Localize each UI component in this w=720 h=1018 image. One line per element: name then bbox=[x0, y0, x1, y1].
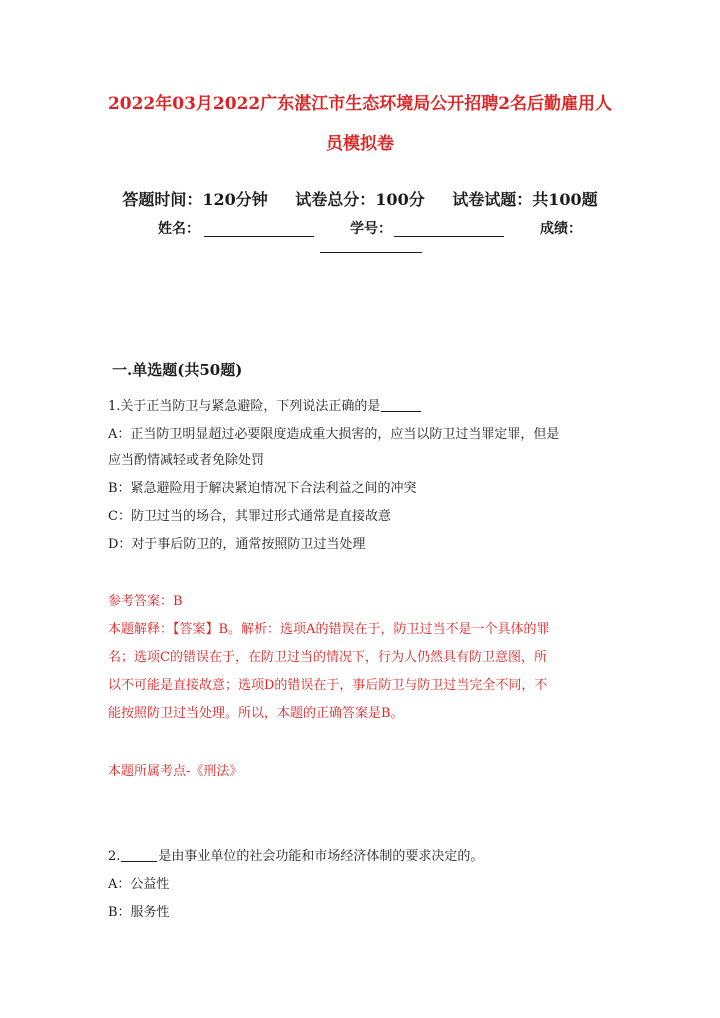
question-2-number: 2. bbox=[108, 849, 121, 864]
question-1-stem bbox=[108, 398, 422, 416]
q1-topic: 本题所属考点-《刑法》 bbox=[108, 764, 243, 779]
score-label: 成绩： bbox=[540, 221, 582, 237]
q1-explanation-line1: 本题解释：【答案】B。解析：选项A的错误在于，防卫过当不是一个具体的罪 bbox=[108, 622, 550, 637]
total-score: 试卷总分：100分 bbox=[295, 190, 425, 209]
id-blank bbox=[394, 236, 504, 237]
q2-option-b: B：服务性 bbox=[108, 905, 170, 920]
question-2-stem bbox=[108, 848, 483, 866]
q1-option-b: B：紧急避险用于解决紧迫情况下合法利益之间的冲突 bbox=[108, 481, 417, 496]
id-label: 学号： bbox=[350, 221, 392, 237]
section-title: 一.单选题(共50题) bbox=[112, 361, 243, 379]
exam-title-line1: 2022年03月2022广东湛江市生态环境局公开招聘2名后勤雇用人 bbox=[107, 94, 613, 114]
q1-answer: 参考答案：B bbox=[108, 594, 183, 609]
q1-explanation-line3: 以不可能是直接故意；选项D的错误在于，事后防卫与防卫过当完全不同，不 bbox=[108, 678, 548, 693]
exam-time: 答题时间：120分钟 bbox=[122, 190, 268, 209]
question-1-text: 1.关于正当防卫与紧急避险，下列说法正确的是 bbox=[108, 399, 381, 414]
total-questions: 试卷试题：共100题 bbox=[452, 190, 598, 209]
q2-option-a: A：公益性 bbox=[108, 877, 170, 892]
score-field bbox=[540, 220, 582, 238]
name-field bbox=[158, 220, 200, 238]
answer-blank bbox=[121, 861, 157, 862]
id-field bbox=[350, 220, 392, 238]
exam-meta-row bbox=[0, 190, 720, 210]
q1-explanation-line2: 名；选项C的错误在于，在防卫过当的情况下，行为人仍然具有防卫意图，所 bbox=[108, 650, 547, 665]
name-blank bbox=[204, 236, 314, 237]
answer-blank bbox=[381, 411, 421, 412]
score-blank bbox=[320, 252, 422, 253]
q1-option-d: D：对于事后防卫的，通常按照防卫过当处理 bbox=[108, 537, 366, 552]
q1-explanation-line4: 能按照防卫过当处理。所以，本题的正确答案是B。 bbox=[108, 706, 404, 721]
exam-title-line2: 员模拟卷 bbox=[326, 134, 394, 154]
q1-option-a-line2: 应当酌情减轻或者免除处罚 bbox=[108, 453, 265, 468]
q1-option-a-line1: A：正当防卫明显超过必要限度造成重大损害的，应当以防卫过当罪定罪，但是 bbox=[108, 427, 560, 442]
question-2-text: 是由事业单位的社会功能和市场经济体制的要求决定的。 bbox=[158, 849, 484, 864]
name-label: 姓名： bbox=[158, 221, 200, 237]
q1-option-c: C：防卫过当的场合，其罪过形式通常是直接故意 bbox=[108, 509, 391, 524]
